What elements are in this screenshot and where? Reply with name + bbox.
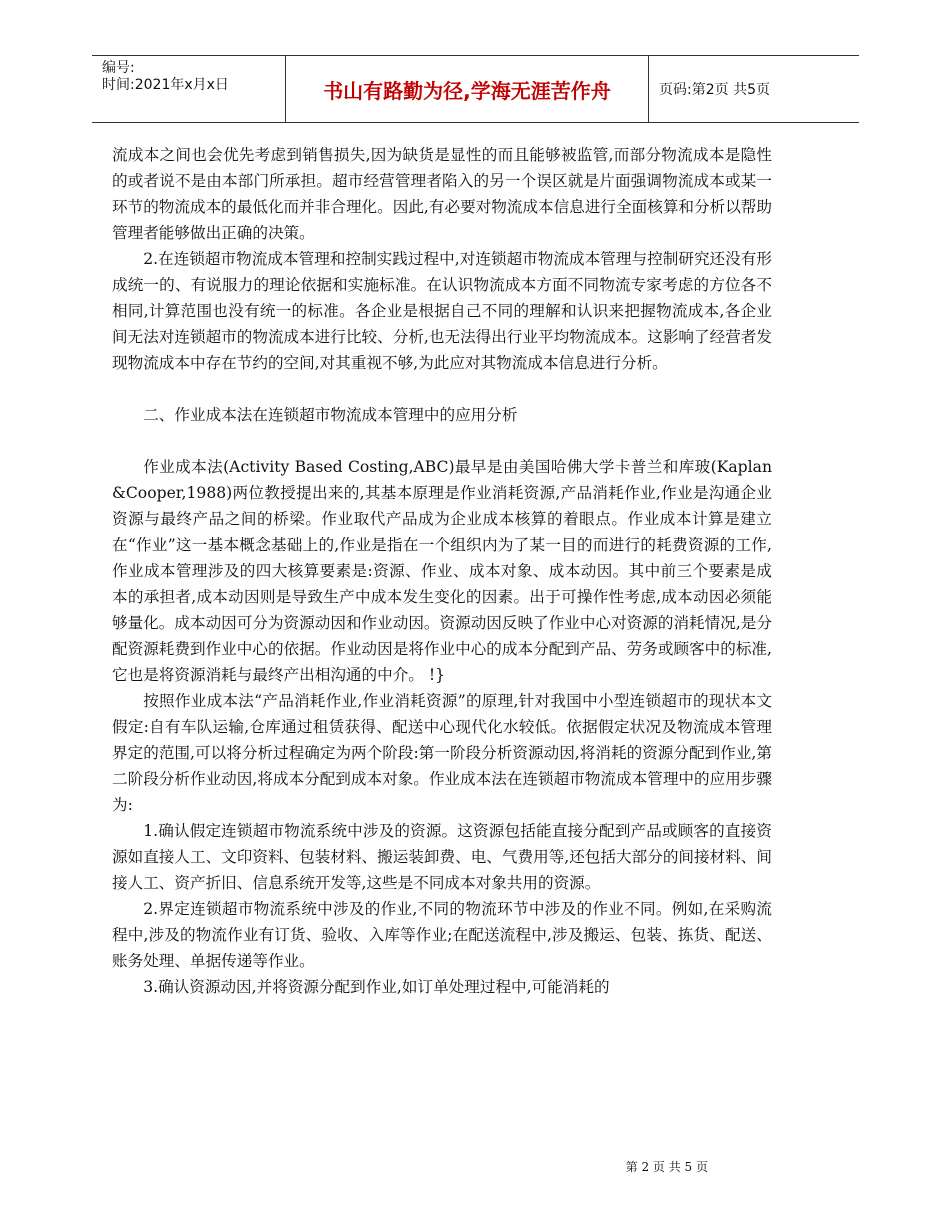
document-body [112, 142, 772, 1000]
code-label: 编号: [102, 60, 135, 76]
paragraph: 2.在连锁超市物流成本管理和控制实践过程中,对连锁超市物流成本管理与控制研究还没有形成统一的、有说服力的理论依据和实施标准。在认识物流成本方面不同物流专家考虑的方位各不相同,计算范围也没有统一的标准。各企业是根据自己不同的理解和认识来把握物流成本,各企业间无法对连锁超市的物流成本进行比较、分析,也无法得出行业平均物流成本。这影响了经营者发现物流成本中存在节约的空间,对其重视不够,为此应对其物流成本信息进行分析。 [112, 250, 772, 372]
header-table [92, 55, 859, 123]
paragraph: 流成本之间也会优先考虑到销售损失,因为缺货是显性的而且能够被监管,而部分物流成本是隐性的或者说不是由本部门所承担。超市经营管理者陷入的另一个误区就是片面强调物流成本或某一环节的物流成本的最低化而并非合理化。因此,有必要对物流成本信息进行全面核算和分析以帮助管理者能够做出正确的决策。 [112, 146, 772, 242]
header-meta [92, 56, 285, 122]
page-footer [0, 1158, 950, 1175]
paragraph: 2.界定连锁超市物流系统中涉及的作业,不同的物流环节中涉及的作业不同。例如,在采购流程中,涉及的物流作业有订货、验收、入库等作业;在配送流程中,涉及搬运、包装、拣货、配送、账务处理、单据传递等作业。 [112, 900, 772, 970]
section-heading: 二、作业成本法在连锁超市物流成本管理中的应用分析 [143, 406, 518, 424]
paragraph: 3.确认资源动因,并将资源分配到作业,如订单处理过程中,可能消耗的 [143, 978, 610, 996]
header-page-label: 页码:第2页 共5页 [659, 82, 770, 98]
time-label: 时间:2021年x月x日 [102, 77, 229, 93]
paragraph: 1.确认假定连锁超市物流系统中涉及的资源。这资源包括能直接分配到产品或顾客的直接资源如直接人工、文印资料、包装材料、搬运装卸费、电、气费用等,还包括大部分的间接材料、间接人工、资产折旧、信息系统开发等,这些是不同成本对象共用的资源。 [112, 822, 772, 892]
paragraph: 按照作业成本法“产品消耗作业,作业消耗资源”的原理,针对我国中小型连锁超市的现状本文假定:自有车队运输,仓库通过租赁获得、配送中心现代化水较低。依据假定状况及物流成本管理界定的范围,可以将分析过程确定为两个阶段:第一阶段分析资源动因,将消耗的资源分配到作业,第二阶段分析作业动因,将成本分配到成本对象。作业成本法在连锁超市物流成本管理中的应用步骤为: [112, 692, 772, 814]
footer-page-number: 第 2 页 共 5 页 [625, 1160, 708, 1174]
header-motto: 书山有路勤为径,学海无涯苦作舟 [285, 56, 649, 122]
paragraph: 作业成本法(Activity Based Costing,ABC)最早是由美国哈佛大学卡普兰和库玻(Kaplan &Cooper,1988)两位教授提出来的,其基本原理是作业消耗资源,产品消耗作业,作业是沟通企业资源与最终产品之间的桥梁。作业取代产品成为企业成本核算的着眼点。作业成本计算是建立在“作业”这一基本概念基础上的,作业是指在一个组织内为了某一目的而进行的耗费资源的工作,作业成本管理涉及的四大核算要素是:资源、作业、成本对象、成本动因。其中前三个要素是成本的承担者,成本动因则是导致生产中成本发生变化的因素。出于可操作性考虑,成本动因必须能够量化。成本动因可分为资源动因和作业动因。资源动因反映了作业中心对资源的消耗情况,是分配资源耗费到作业中心的依据。作业动因是将作业中心的成本分配到产品、劳务或顾客中的标准,它也是将资源消耗与最终产出相沟通的中介。 !} [112, 458, 772, 684]
